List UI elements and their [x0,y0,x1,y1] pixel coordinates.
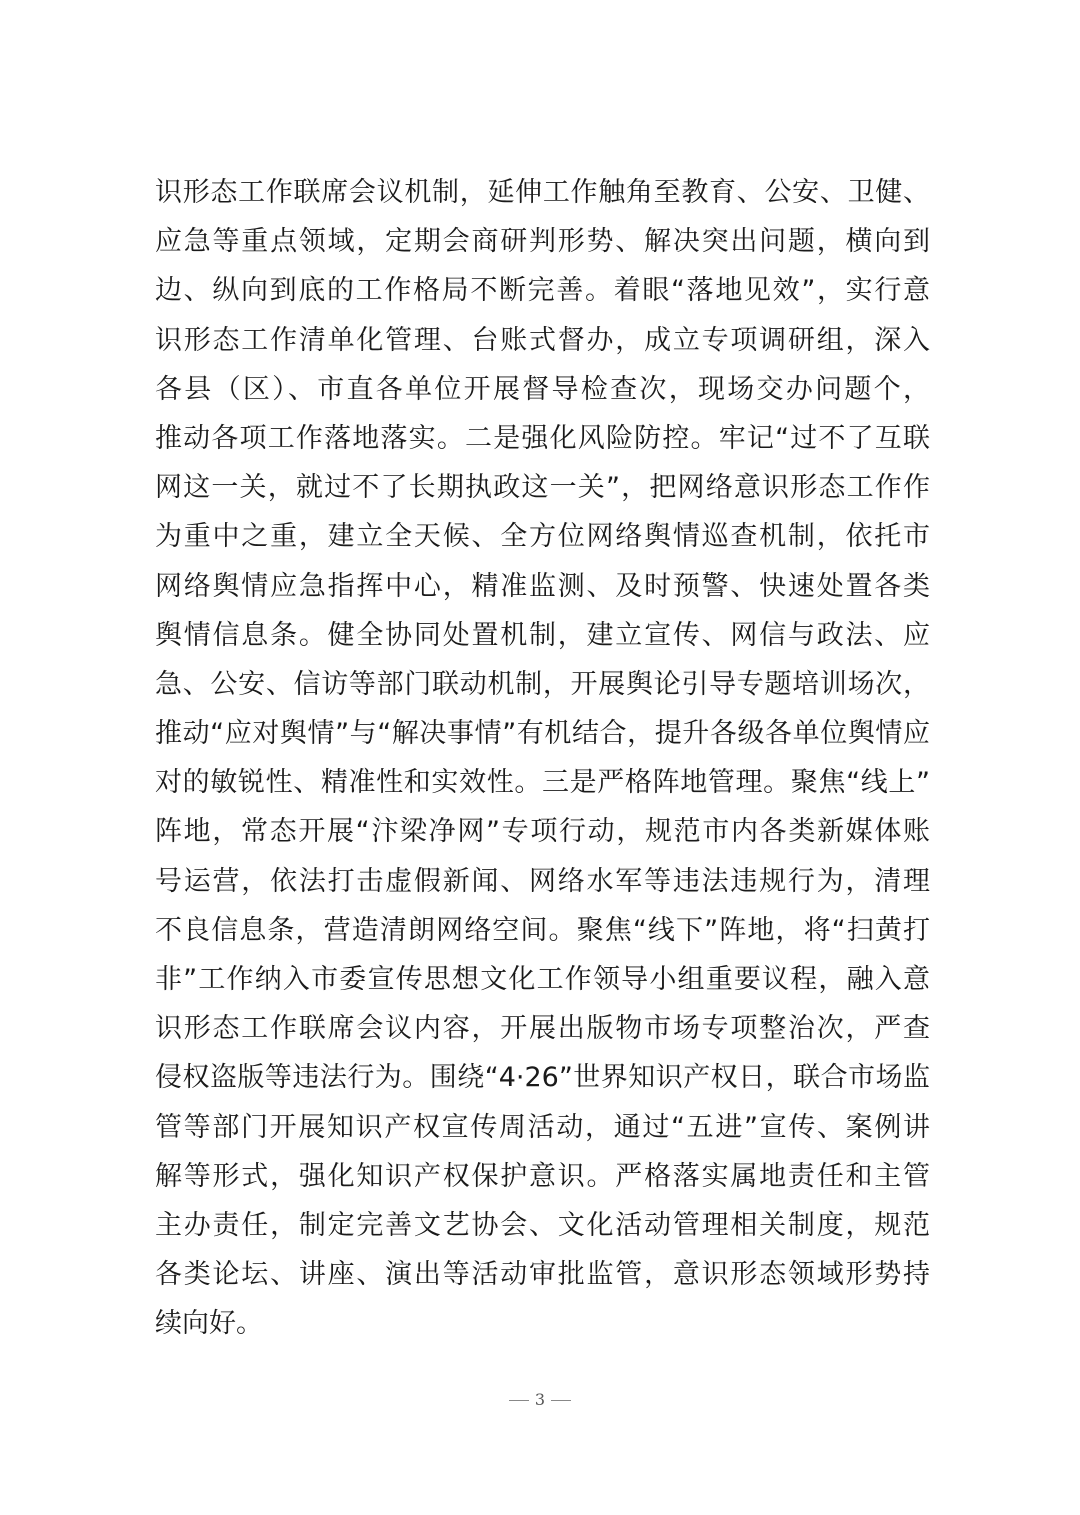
text-line: 号运营，依法打击虚假新闻、网络水军等违法违规行为，清理 [155,865,930,897]
text-line: 管等部门开展知识产权宣传周活动，通过“五进”宣传、案例讲 [155,1111,930,1143]
text-line: 各类论坛、讲座、演出等活动审批监管，意识形态领域形势持 [155,1259,930,1291]
text-line: 主办责任，制定完善文艺协会、文化活动管理相关制度，规范 [155,1209,930,1241]
text-line: 边、纵向到底的工作格局不断完善。着眼“落地见效”，实行意 [155,275,930,307]
text-line: 对的敏锐性、精准性和实效性。三是严格阵地管理。聚焦“线上” [155,767,930,799]
text-line: 网这一关，就过不了长期执政这一关”，把网络意识形态工作作 [155,472,930,504]
text-line: 识形态工作清单化管理、台账式督办，成立专项调研组，深入 [155,324,930,356]
text-line: 推动“应对舆情”与“解决事情”有机结合，提升各级各单位舆情应 [155,718,930,750]
page-number: 3 [534,1390,546,1409]
text-line: 推动各项工作落地落实。二是强化风险防控。牢记“过不了互联 [155,422,930,454]
text-line: 应急等重点领域，定期会商研判形势、解决突出问题，横向到 [155,226,930,258]
body-text [155,168,930,1349]
text-line: 舆情信息条。健全协同处置机制，建立宣传、网信与政法、应 [155,619,930,651]
footer-dash-right [551,1400,571,1401]
text-line: 不良信息条，营造清朗网络空间。聚焦“线下”阵地，将“扫黄打 [155,914,930,946]
text-line: 急、公安、信访等部门联动机制，开展舆论引导专题培训场次， [155,668,930,700]
text-line: 各县（区）、市直各单位开展督导检查次，现场交办问题个， [155,373,930,405]
text-line: 网络舆情应急指挥中心，精准监测、及时预警、快速处置各类 [155,570,930,602]
text-line: 识形态工作联席会议机制，延伸工作触角至教育、公安、卫健、 [155,177,930,208]
text-line: 解等形式，强化知识产权保护意识。严格落实属地责任和主管 [155,1160,930,1192]
text-line: 侵权盗版等违法行为。围绕“4·26”世界知识产权日，联合市场监 [155,1062,930,1094]
text-line: 识形态工作联席会议内容，开展出版物市场专项整治次，严查 [155,1013,930,1045]
text-line: 非”工作纳入市委宣传思想文化工作领导小组重要议程，融入意 [155,964,930,995]
text-line: 阵地，常态开展“汴梁净网”专项行动，规范市内各类新媒体账 [155,816,930,848]
footer-dash-left [509,1400,529,1401]
page-footer [0,1390,1080,1409]
text-line: 续向好。 [155,1308,263,1340]
text-line: 为重中之重，建立全天候、全方位网络舆情巡查机制，依托市 [155,521,930,553]
